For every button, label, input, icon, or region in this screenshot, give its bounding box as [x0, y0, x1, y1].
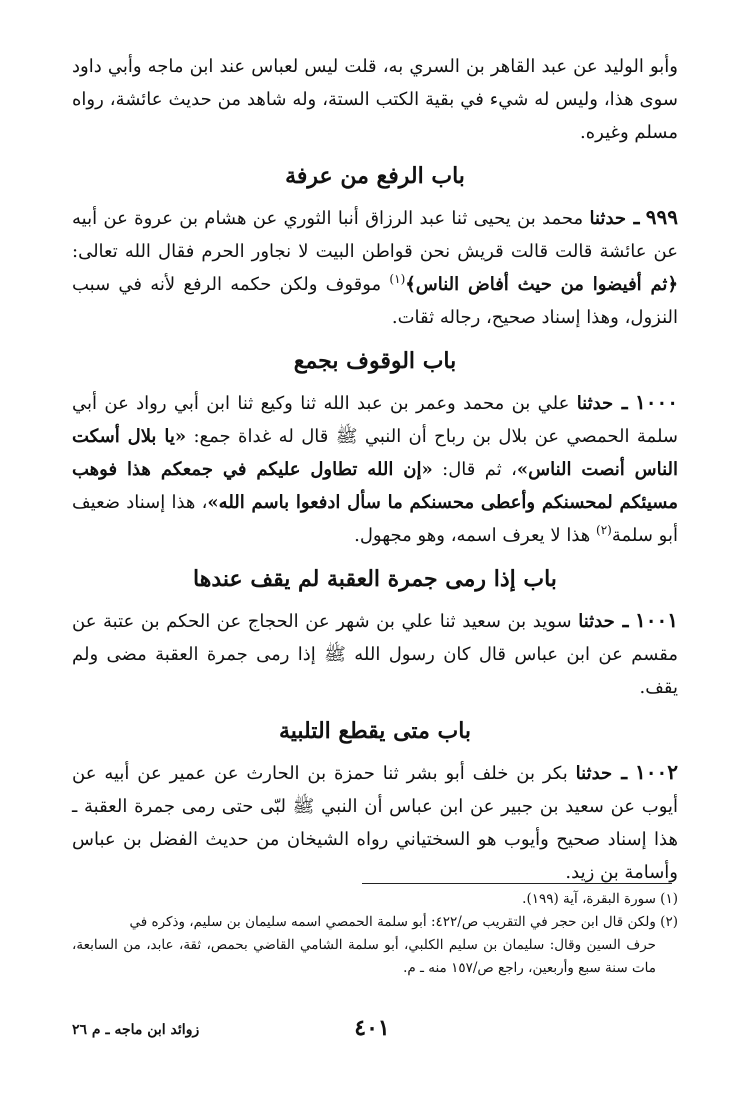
hadith-text: ، هذا إسناد ضعيف أبو سلمة	[72, 492, 678, 546]
footnote-mark: (٢)	[596, 523, 612, 537]
footnote-2-continued: حرف السين وقال: سليمان بن سليم الكلبي، أبو سلمة الشامي القاضي بحمص، ثقة، عابد، من السابعة، مات سنة سبع وأربعين، راجع ص/١٥٧ منه ـ م.	[72, 937, 656, 976]
hadith-1001: ١٠٠١ ـ حدثنا سويد بن سعيد ثنا علي بن شهر عن الحجاج عن الحكم بن عتبة عن مقسم عن ابن عباس قال كان رسول الله ﷺ إذا رمى جمرة العقبة مضى ولم يقف.	[72, 608, 678, 698]
hadith-keyword: حدثنا	[578, 611, 615, 632]
printer-signature: زوائد ابن ماجه ـ م ٢٦	[72, 1022, 200, 1038]
hadith-text: بكر بن خلف أبو بشر ثنا حمزة بن الحارث عن عمير عن أبيه عن أيوب عن سعيد بن جبير عن ابن عباس أن النبي ﷺ لبّى حتى رمى جمرة العقبة ـ هذا إسناد صحيح وأيوب هو السختياني رواه الشيخان من حديث الفضل بن عباس وأسامة بن زيد.	[72, 763, 678, 883]
hadith-text: هذا لا يعرف اسمه، وهو مجهول.	[354, 525, 597, 546]
footnote-2: (٢) ولكن قال ابن حجر في التقريب ص/٤٢٢: أبو سلمة الحمصي اسمه سليمان بن سليم، وذكره في	[129, 914, 678, 930]
section-title-1002: باب متى يقطع التلبية	[278, 718, 472, 744]
intro-text: وأبو الوليد عن عبد القاهر بن السري به، قلت ليس لعباس عند ابن ماجه وأبي داود سوى هذا، وليس له شيء في بقية الكتب الستة، وله شاهد من حديث عائشة، رواه مسلم وغيره.	[72, 56, 678, 143]
hadith-number: ٩٩٩	[645, 205, 679, 229]
footnote-1: (١) سورة البقرة، آية (١٩٩).	[522, 891, 678, 907]
footnote-mark: (١)	[389, 272, 406, 286]
hadith-999: ٩٩٩ ـ حدثنا محمد بن يحيى ثنا عبد الرزاق أنبا الثوري عن هشام بن عروة عن أبيه عن عائشة قالت قالت قريش نحن قواطن البيت لا نجاور الحرم فقال الله تعالى: ﴿ثم أفيضوا من حيث أفاض الناس﴾$^{(١)}$ موقوف ولكن حكمه الرفع لأنه في سبب النزول، وهذا إسناد صحيح، رجاله ثقات.	[72, 205, 679, 328]
hadith-text: ، ثم قال:	[432, 459, 517, 480]
section-title-1000: باب الوقوف بجمع	[293, 348, 457, 374]
page-body	[72, 50, 678, 889]
hadith-text: محمد بن يحيى ثنا عبد الرزاق أنبا الثوري عن هشام بن عروة عن أبيه عن عائشة قالت قالت قريش نحن قواطن البيت لا نجاور الحرم فقال الله تعالى:	[72, 208, 678, 262]
hadith-1000: ١٠٠٠ ـ حدثنا علي بن محمد وعمر بن عبد الله ثنا وكيع ثنا ابن أبي رواد عن أبي سلمة الحمصي عن بلال بن رباح أن النبي ﷺ قال له غداة جمع: «يا بلال أسكت الناس أنصت الناس»، ثم قال: «إن الله تطاول عليكم في جمعكم هذا فوهب مسيئكم لمحسنكم وأعطى محسنكم ما سأل ادفعوا باسم الله»، هذا إسناد ضعيف أبو سلمة$^{(٢)}$ هذا لا يعرف اسمه، وهو مجهول.	[72, 390, 678, 546]
section-title-999: باب الرفع من عرفة	[285, 163, 465, 189]
hadith-quote: «يا بلال أسكت الناس أنصت الناس»	[72, 426, 678, 480]
page-number: ٤٠١	[354, 1015, 390, 1041]
footnotes	[72, 888, 678, 980]
hadith-keyword: حدثنا	[576, 393, 614, 414]
hadith-quote: «إن الله تطاول عليكم في جمعكم هذا فوهب مسيئكم لمحسنكم وأعطى محسنكم ما سأل ادفعوا باسم الله»	[72, 459, 678, 513]
hadith-text: سويد بن سعيد ثنا علي بن شهر عن الحجاج عن الحكم بن عتبة عن مقسم عن ابن عباس قال كان رسول الله ﷺ إذا رمى جمرة العقبة مضى ولم يقف.	[72, 611, 678, 698]
intro-paragraph	[72, 50, 678, 149]
hadith-keyword: حدثنا	[575, 763, 613, 784]
hadith-number: ١٠٠٠	[635, 390, 678, 414]
section-title-1001: باب إذا رمى جمرة العقبة لم يقف عندها	[193, 566, 557, 592]
footnote-divider	[362, 883, 672, 884]
hadith-number: ١٠٠٢	[635, 760, 678, 784]
quran-quote: ﴿ثم أفيضوا من حيث أفاض الناس﴾	[405, 274, 678, 295]
hadith-text: موقوف ولكن حكمه الرفع لأنه في سبب النزول، وهذا إسناد صحيح، رجاله ثقات.	[72, 274, 678, 328]
hadith-keyword: حدثنا	[589, 208, 627, 229]
hadith-text: علي بن محمد وعمر بن عبد الله ثنا وكيع ثنا ابن أبي رواد عن أبي سلمة الحمصي عن بلال بن رباح أن النبي ﷺ قال له غداة جمع:	[72, 393, 678, 447]
hadith-1002: ١٠٠٢ ـ حدثنا بكر بن خلف أبو بشر ثنا حمزة بن الحارث عن عمير عن أبيه عن أيوب عن سعيد بن جبير عن ابن عباس أن النبي ﷺ لبّى حتى رمى جمرة العقبة ـ هذا إسناد صحيح وأيوب هو السختياني رواه الشيخان من حديث الفضل بن عباس وأسامة بن زيد.	[72, 760, 678, 883]
hadith-number: ١٠٠١	[635, 608, 678, 632]
